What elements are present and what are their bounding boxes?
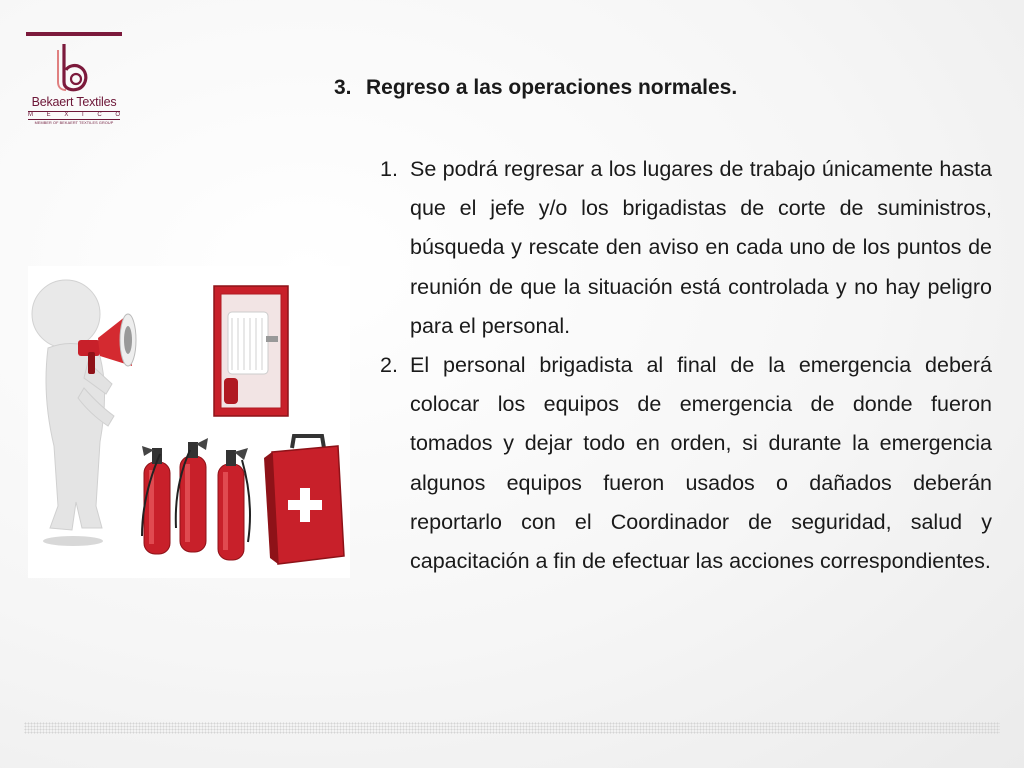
- heading-text: Regreso a las operaciones normales.: [366, 76, 738, 99]
- section-heading: [334, 76, 737, 100]
- hose-cabinet-icon: [214, 286, 288, 416]
- logo-brand-name: Bekaert Textiles: [31, 95, 117, 109]
- emergency-equipment-illustration: [28, 266, 350, 578]
- company-logo: [24, 32, 124, 127]
- logo-country: M E X I C O: [28, 112, 120, 118]
- heading-number: 3.: [334, 76, 352, 99]
- list-item-number: 2.: [380, 353, 398, 378]
- logo-b-icon: [54, 42, 94, 92]
- logo-member-line: MEMBER OF BEKAERT TEXTILES GROUP: [34, 121, 114, 125]
- procedure-list: [380, 150, 992, 581]
- list-item-text: El personal brigadista al final de la emergencia deberá colocar los equipos de emergencia de donde fueron tomados y dejar todo en orden, si durante la emergencia algunos equipos fueron usados o dañados deberán reportarlo con el Coordinador de seguridad, salud y capacitación a fin de efectuar las acciones correspondientes.: [410, 353, 992, 574]
- list-item-text: Se podrá regresar a los lugares de trabajo únicamente hasta que el jefe y/o los brigadistas de corte de suministros, búsqueda y rescate den aviso en cada uno de los puntos de reunión de que la situación está controlada y no hay peligro para el personal.: [410, 157, 992, 338]
- first-aid-kit-icon: [264, 436, 344, 564]
- list-item: [380, 150, 992, 346]
- list-item: [380, 346, 992, 581]
- logo-top-bar: [26, 32, 122, 36]
- list-item-number: 1.: [380, 157, 398, 181]
- footer-dotted-band: [24, 722, 1000, 734]
